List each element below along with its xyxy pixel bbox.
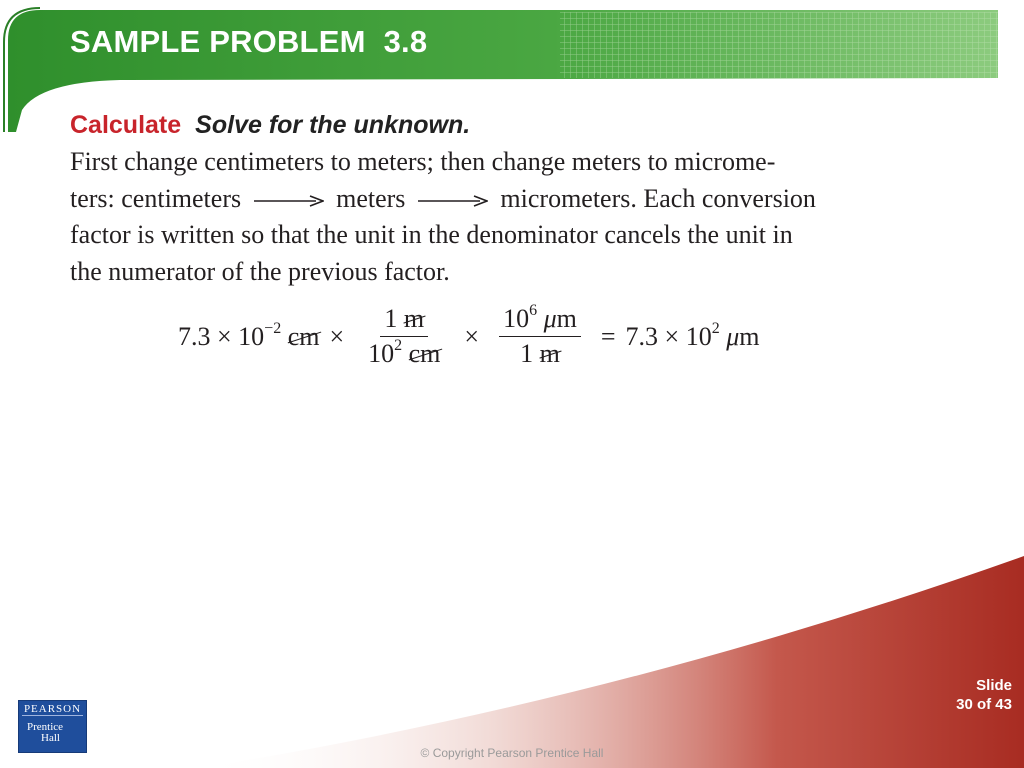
word-micrometers: micrometers. <box>500 183 637 213</box>
cancelled-unit: m <box>403 304 425 333</box>
logo-line-2: Hall <box>41 732 60 744</box>
cancelled-unit: cm <box>287 321 320 351</box>
title-text: SAMPLE PROBLEM <box>70 24 366 59</box>
unit-m: m <box>739 321 760 351</box>
slide-counter <box>956 676 1012 714</box>
word-ters: ters: <box>70 183 115 213</box>
logo-line-1: Prentice <box>27 721 64 733</box>
result-coefficient: 7.3 × 10 <box>625 321 712 351</box>
logo-brand: PEARSON <box>23 703 82 715</box>
problem-number: 3.8 <box>383 24 428 59</box>
times-operator: × <box>464 321 480 351</box>
micro-symbol: μ <box>543 304 557 333</box>
numerator-value: 10 <box>503 304 530 333</box>
slide-label: Slide <box>976 677 1012 694</box>
cancelled-unit: cm <box>408 339 441 368</box>
times-operator: × <box>329 321 345 351</box>
denominator-value: 1 <box>520 339 534 368</box>
equals-operator: = <box>600 321 616 351</box>
denominator-value: 10 <box>368 339 395 368</box>
numerator-value: 1 <box>384 304 398 333</box>
micro-symbol: μ <box>726 321 740 351</box>
step-label: Calculate <box>70 111 182 139</box>
numerator-exponent: 6 <box>529 302 538 319</box>
paragraph-line-3: factor is written so that the unit in the denominator cancels the unit in <box>70 220 793 249</box>
initial-coefficient: 7.3 × 10 <box>178 321 265 351</box>
initial-exponent: −2 <box>264 319 282 337</box>
cancelled-unit: m <box>539 339 560 368</box>
paragraph-line-4: the numerator of the previous factor. <box>70 256 450 286</box>
denominator-exponent: 2 <box>394 337 403 354</box>
slide-position: 30 of 43 <box>956 696 1012 713</box>
copyright-notice: © Copyright Pearson Prentice Hall <box>420 746 604 760</box>
word-centimeters: centimeters <box>121 183 242 213</box>
word-conversion: conversion <box>701 183 816 213</box>
unit-m: m <box>556 304 577 333</box>
step-subtitle: Solve for the unknown. <box>195 111 471 139</box>
paragraph-line-1: First change centimeters to meters; then change meters to microme- <box>70 147 776 176</box>
word-meters: meters <box>336 183 406 213</box>
word-each: Each <box>643 183 696 213</box>
result-exponent: 2 <box>711 319 720 337</box>
